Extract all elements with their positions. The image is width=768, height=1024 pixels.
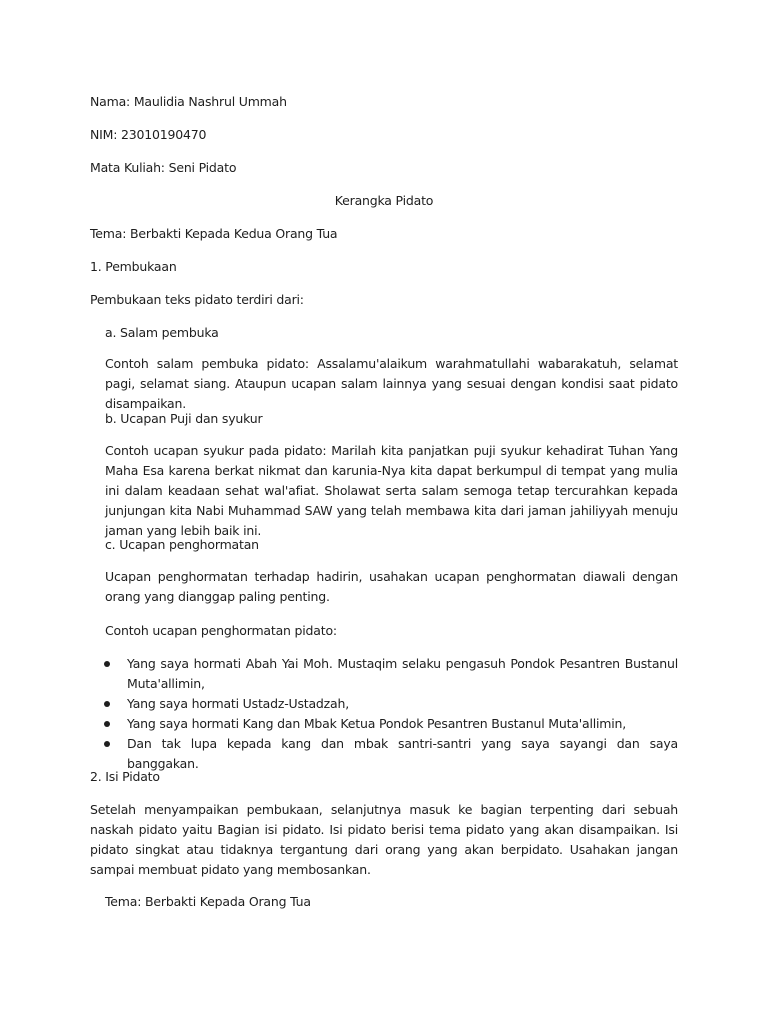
section-1-intro: Pembukaan teks pidato terdiri dari: <box>90 292 304 307</box>
course-name: Mata Kuliah: Seni Pidato <box>90 160 237 175</box>
section-2-text: Setelah menyampaikan pembukaan, selanjutnya masuk ke bagian terpenting dari sebuah naskah pidato yaitu Bagian isi pidato. Isi pidato berisi tema pidato yang akan disampaikan. Isi pidato singkat atau tidaknya tergantung dari orang yang akan berpidato. Usahakan jangan sampai membuat pidato yang membosankan. <box>90 802 678 877</box>
list-item: Dan tak lupa kepada kang dan mbak santri-santri yang saya sayangi dan saya banggakan. <box>104 734 678 774</box>
subsection-c-heading: c. Ucapan penghormatan <box>105 537 259 552</box>
bullet-icon <box>104 721 110 727</box>
subsection-c-text: Ucapan penghormatan terhadap hadirin, usahakan ucapan penghormatan diawali dengan orang yang dianggap paling penting. <box>105 569 678 604</box>
bullet-icon <box>104 701 110 707</box>
list-item: Yang saya hormati Kang dan Mbak Ketua Pondok Pesantren Bustanul Muta'allimin, <box>104 714 678 734</box>
section-1-heading: 1. Pembukaan <box>90 259 177 274</box>
subsection-a-heading: a. Salam pembuka <box>105 325 219 340</box>
subsection-a-text: Contoh salam pembuka pidato: Assalamu'alaikum warahmatullahi wabarakatuh, selamat pagi, selamat siang. Ataupun ucapan salam lainnya yang sesuai dengan kondisi saat pidato disampaikan. <box>105 356 678 411</box>
theme-line: Tema: Berbakti Kepada Kedua Orang Tua <box>90 226 338 241</box>
student-name: Nama: Maulidia Nashrul Ummah <box>90 94 287 109</box>
section-2-heading: 2. Isi Pidato <box>90 769 160 784</box>
subsection-c-example-intro: Contoh ucapan penghormatan pidato: <box>105 623 337 638</box>
bullet-icon <box>104 741 110 747</box>
bullet-icon <box>104 661 110 667</box>
list-item: Yang saya hormati Ustadz-Ustadzah, <box>104 694 678 714</box>
list-item: Yang saya hormati Abah Yai Moh. Mustaqim selaku pengasuh Pondok Pesantren Bustanul Muta'allimin, <box>104 654 678 694</box>
student-nim: NIM: 23010190470 <box>90 127 207 142</box>
honorific-list <box>104 654 678 774</box>
subsection-b-text: Contoh ucapan syukur pada pidato: Marilah kita panjatkan puji syukur kehadirat Tuhan Yang Maha Esa karena berkat nikmat dan karunia-Nya kita dapat berkumpul di tempat yang mulia ini dalam keadaan sehat wal'afiat. Sholawat serta salam semoga tetap tercurahkan kepada junjungan kita Nabi Muhammad SAW yang telah membawa kita dari jaman jahiliyyah menuju jaman yang lebih baik ini. <box>105 443 678 538</box>
subsection-b-heading: b. Ucapan Puji dan syukur <box>105 411 263 426</box>
document-title: Kerangka Pidato <box>334 193 434 208</box>
section-2-theme-line: Tema: Berbakti Kepada Orang Tua <box>105 894 311 909</box>
